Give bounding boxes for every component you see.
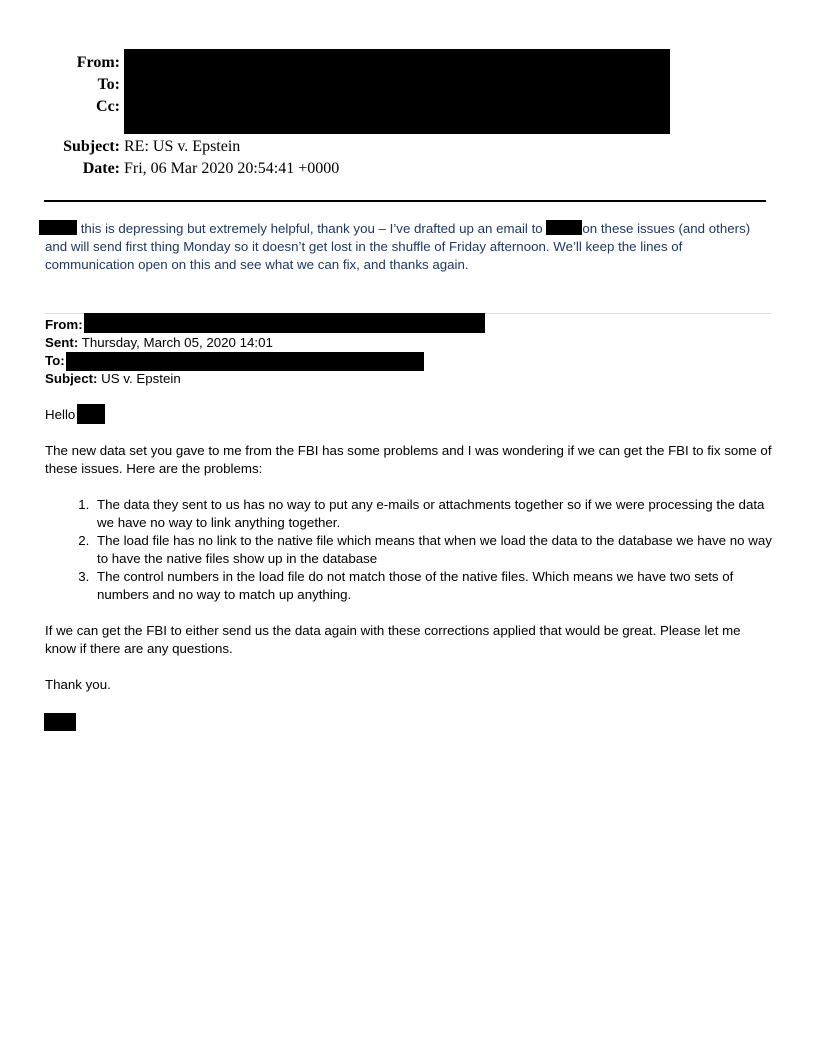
original-subject-label: Subject: [45,371,98,386]
header-subject-value: RE: US v. Epstein [124,138,241,155]
original-from-label: From: [45,317,83,332]
reply-name-redaction [546,220,582,235]
original-from-row [45,316,83,334]
intro-paragraph: The new data set you gave to me from the FBI has some problems and I was wondering if we can get the FBI to fix some of these issues. Here are the problems: [45,443,772,476]
header-cc-label: Cc: [96,98,120,115]
reply-recipient-redaction [39,220,77,235]
thanks-line: Thank you. [45,677,111,692]
header-date-label: Date: [82,160,120,177]
header-date-value: Fri, 06 Mar 2020 20:54:41 +0000 [124,160,340,177]
reply-message [45,220,775,274]
problem-item: 1. The data they sent to us has no way to put any e-mails or attachments together so if we were processing the data we have no way to link anything together. [93,496,775,532]
reply-text-part2: on these issues (and others) and will send first thing Monday so it doesn’t get lost in the shuffle of Friday afternoon. We’ll keep the lines of communication open on this and see what we can fix, and thanks again. [45,221,751,272]
problem-item: 3. The control numbers in the load file do not match those of the native files. Which means we have two sets of numbers and no way to match up anything. [93,568,775,604]
header-recipients-redaction [124,49,670,134]
header-from-label: From: [76,54,120,71]
original-sent-label: Sent: [45,335,79,350]
original-sent-value: Thursday, March 05, 2020 14:01 [81,335,273,350]
signature-redaction [44,713,76,731]
closing-paragraph: If we can get the FBI to either send us the data again with these corrections applied that would be great. Please let me know if there are any questions. [45,623,741,656]
header-divider [44,200,766,202]
greeting-name-redaction [77,404,105,424]
original-to-row [45,352,65,370]
original-sent-row [45,334,273,352]
original-to-redaction [66,352,424,371]
original-subject-value: US v. Epstein [101,371,181,386]
problem-item: 2. The load file has no link to the native file which means that when we load the data to the database we have no way to have the native files show up in the database [93,532,775,568]
greeting [45,406,75,424]
original-subject-row [45,370,181,388]
header-to-label: To: [97,76,120,93]
greeting-text: Hello [45,407,76,422]
original-from-redaction [84,313,485,333]
original-to-label: To: [45,353,65,368]
header-subject-label: Subject: [63,138,120,155]
problems-list [45,496,775,604]
reply-text-part1: this is depressing but extremely helpful, thank you – I’ve drafted up an email to [80,221,543,236]
